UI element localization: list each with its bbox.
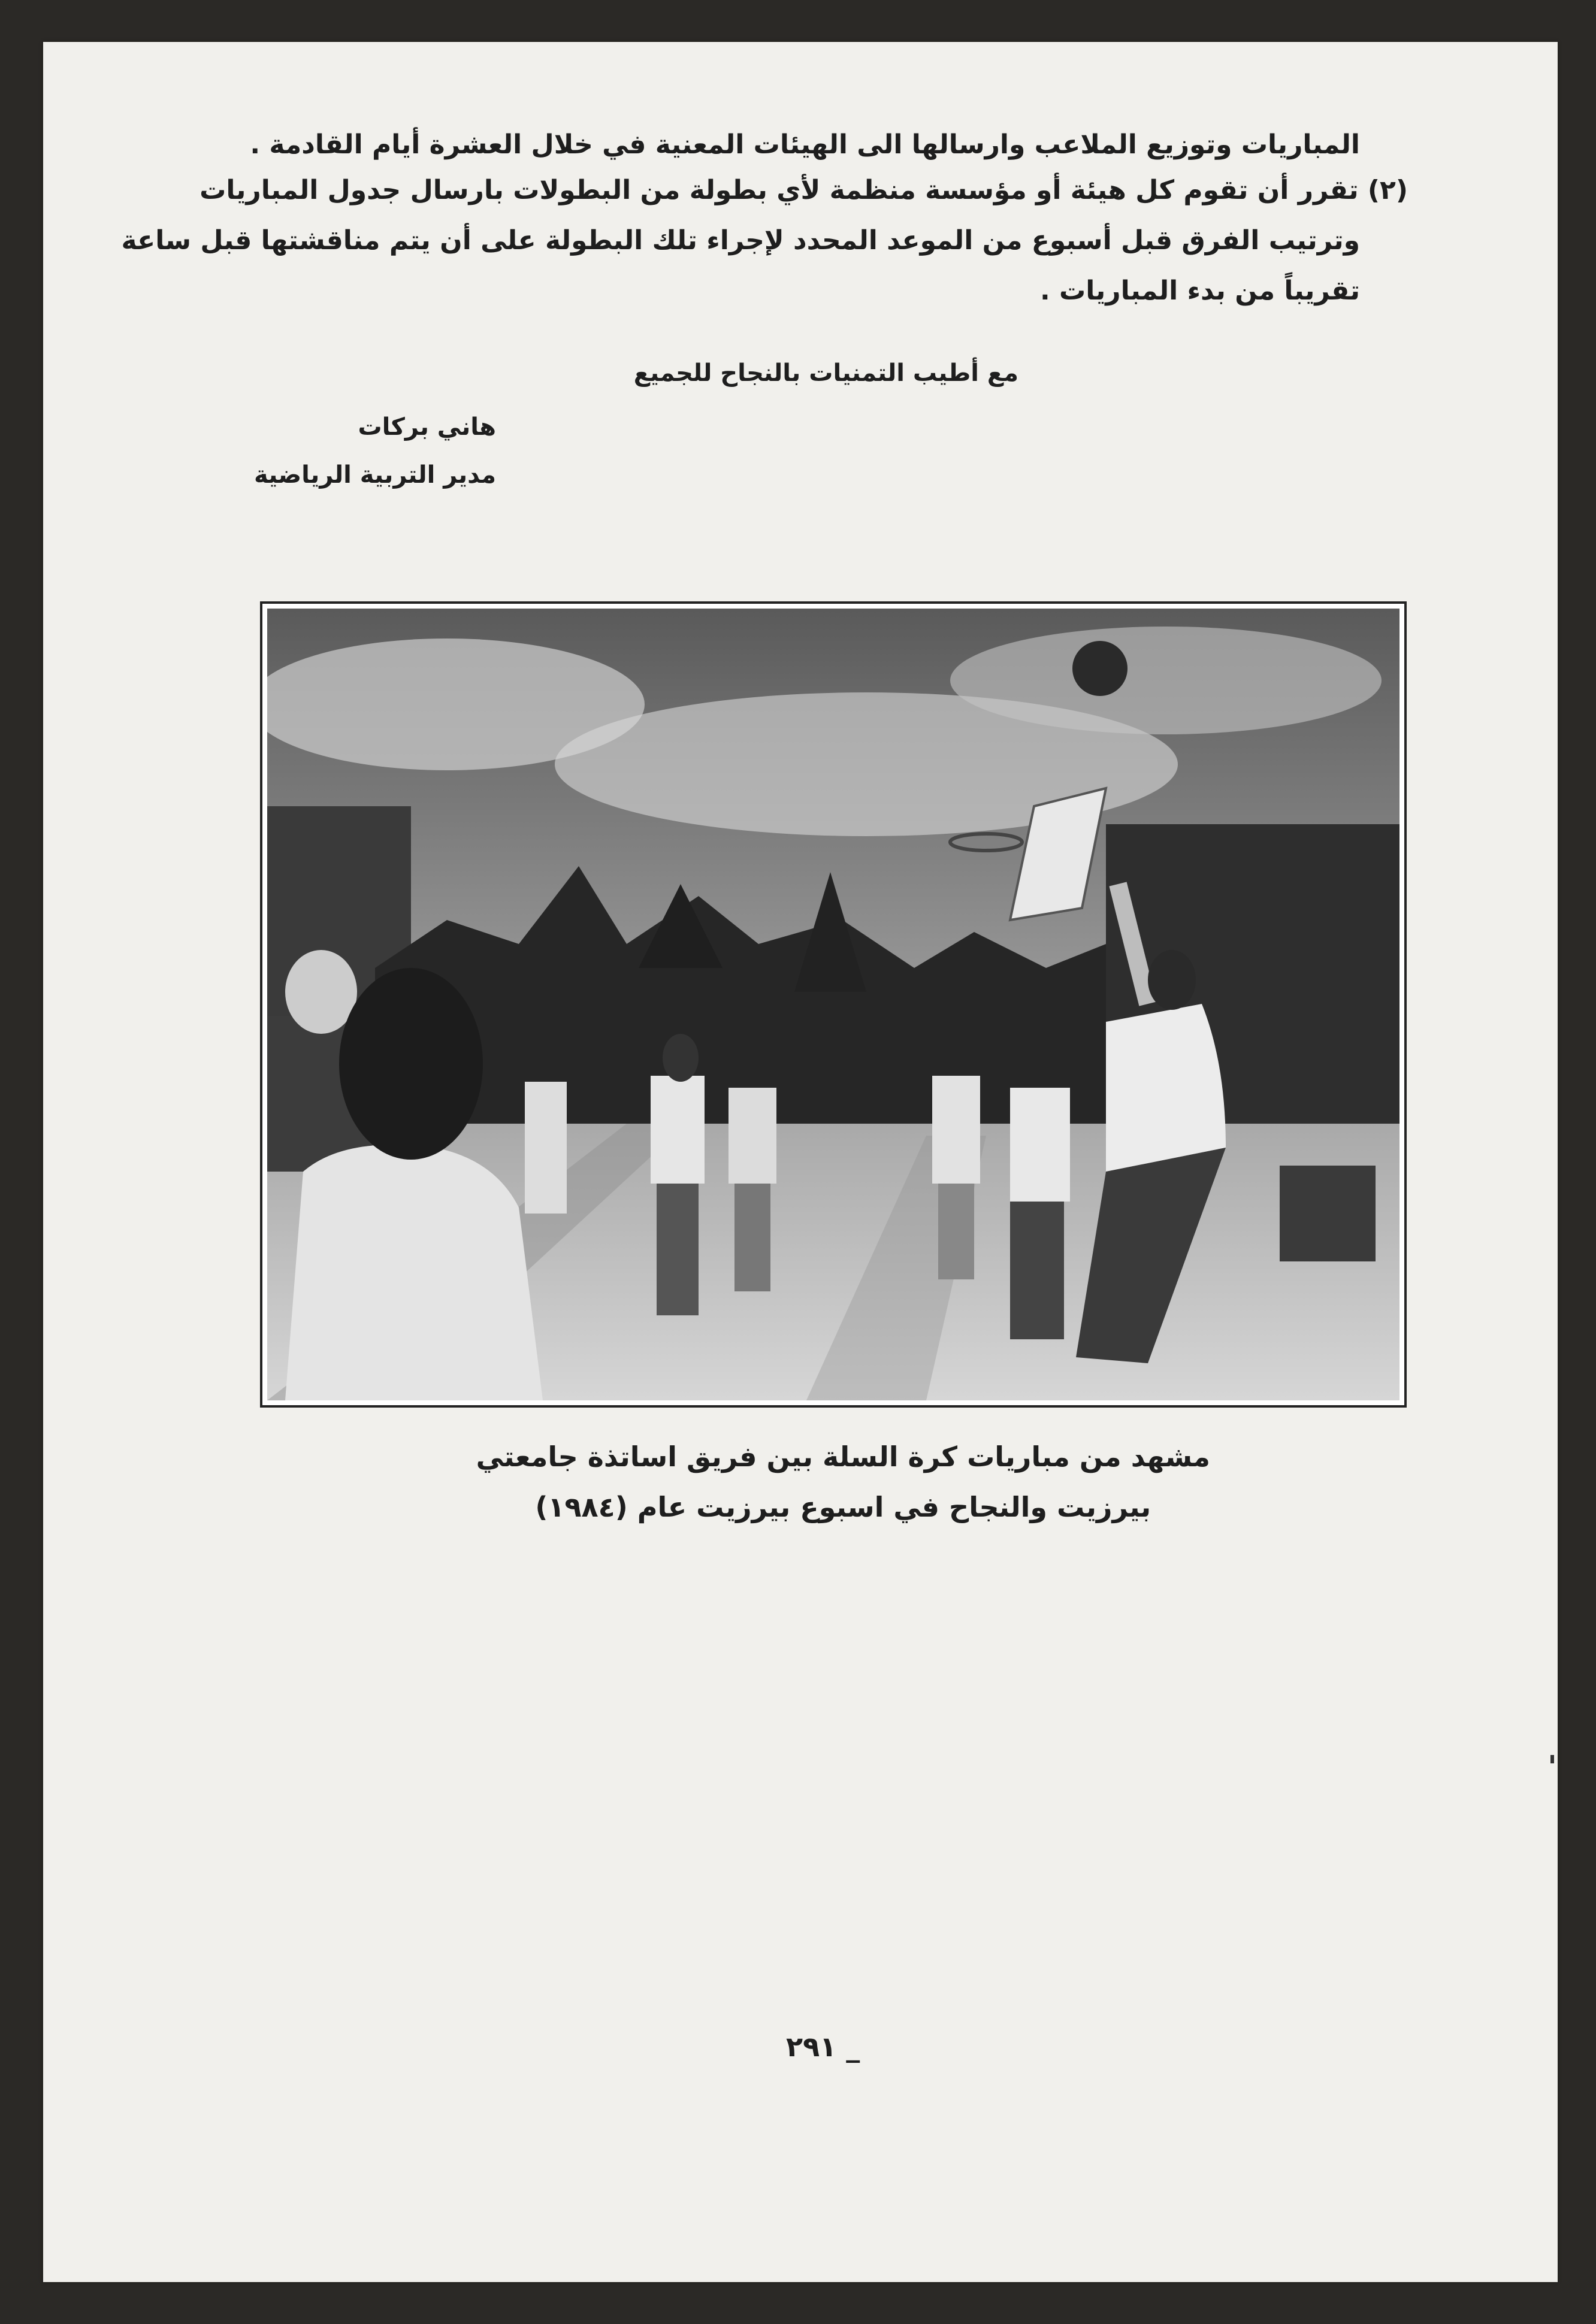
photo-caption [476,1432,1210,1532]
paragraph-2 [121,165,1408,316]
paper-edge-mark [1550,1755,1554,1763]
closing-greeting: مع أطيب التمنيات بالنجاح للجميع [633,359,1018,387]
paragraph-line: (٢) تقرر أن تقوم كل هيئة أو مؤسسة منظمة لأي بطولة من البطولات بارسال جدول المباريات [200,175,1408,205]
paragraph-line: المباريات وتوزيع الملاعب وارسالها الى الهيئات المعنية في خلال العشرة أيام القادمة . [250,129,1360,160]
signer-name: هاني بركات [358,413,496,441]
paragraph-line: تقريباً من بدء المباريات . [1040,276,1360,306]
document-page [43,42,1558,2282]
basketball-photo [260,601,1407,1408]
basketball-photo-image [267,609,1399,1400]
paragraph-line: وترتيب الفرق قبل أسبوع من الموعد المحدد لإجراء تلك البطولة على أن يتم مناقشتها قبل ساعة [121,225,1360,256]
caption-line: بيرزيت والنجاح في اسبوع بيرزيت عام (١٩٨٤) [535,1491,1151,1523]
caption-line: مشهد من مباريات كرة السلة بين فريق اساتذة جامعتي [476,1441,1210,1473]
paragraph-1 [250,120,1360,170]
signer-title: مدير التربية الرياضية [253,461,496,489]
page-number: _ ٢٩١ [786,2031,860,2063]
